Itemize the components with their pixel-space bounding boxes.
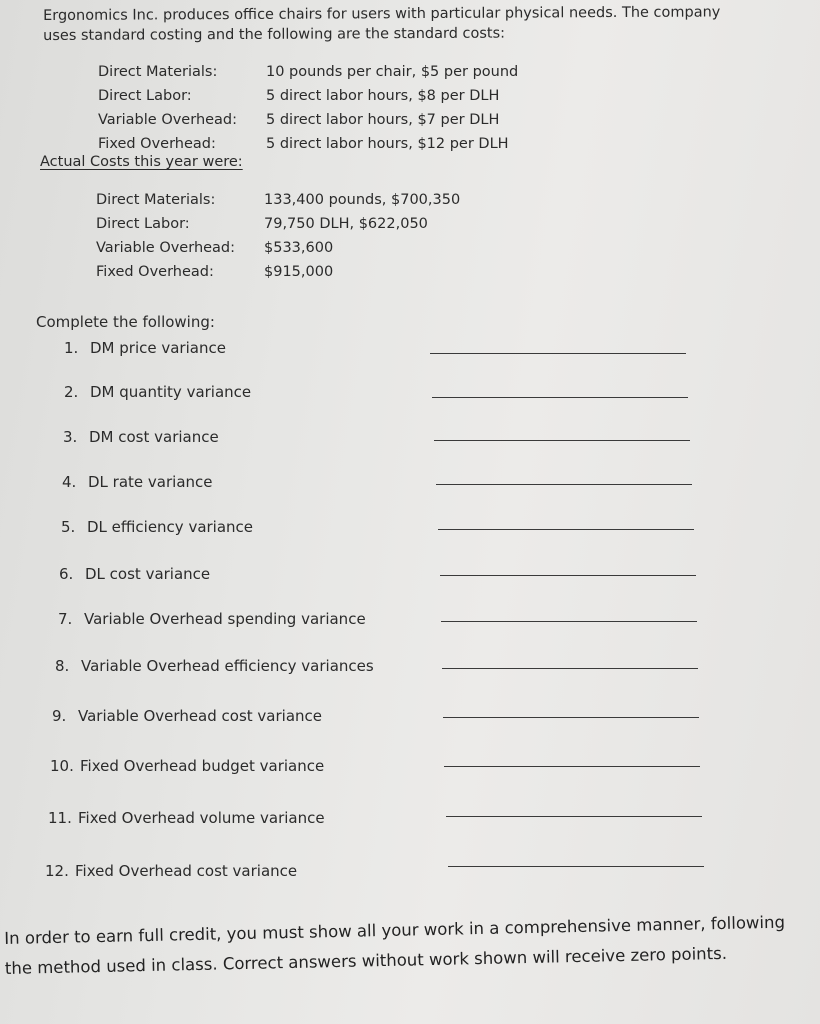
answer-blank-line[interactable] [436,484,692,485]
question-text: DM quantity variance [90,383,252,401]
actual-cost-value: $915,000 [264,264,334,280]
question-text: Fixed Overhead budget variance [80,757,325,775]
question-text: DL rate variance [88,473,213,491]
question-item [63,428,219,446]
question-item [52,707,322,725]
answer-blank-line[interactable] [443,717,699,718]
answer-blank-line[interactable] [434,440,690,441]
intro-line-2: uses standard costing and the following are the standard costs: [43,25,506,44]
actual-cost-row [96,260,334,284]
question-number: 8. [55,657,70,675]
actual-costs-heading: Actual Costs this year were: [40,154,243,170]
actual-cost-value: $533,600 [264,240,334,256]
intro-paragraph [43,2,743,46]
question-text: DM cost variance [89,428,219,446]
question-item [62,473,213,491]
standard-cost-label: Direct Labor: [98,88,192,104]
question-number: 9. [52,707,67,725]
standard-cost-row [98,132,509,156]
question-text: Fixed Overhead cost variance [75,862,298,880]
question-item [58,610,366,628]
question-number: 3. [63,428,78,446]
footer-line-1: In order to earn full credit, you must show all your work in a comprehensive manner, following [4,912,786,948]
question-item [61,518,253,536]
answer-blank-line[interactable] [441,621,697,622]
actual-cost-label: Direct Labor: [96,216,190,232]
standard-cost-value: 5 direct labor hours, $8 per DLH [266,88,500,104]
standard-costs-list [98,60,519,156]
actual-cost-value: 133,400 pounds, $700,350 [264,192,461,208]
question-item [59,565,210,583]
question-number: 10. [50,757,74,775]
intro-line-1: Ergonomics Inc. produces office chairs for users with particular physical needs. The company [43,4,721,24]
standard-cost-label: Direct Materials: [98,64,218,80]
standard-cost-label: Variable Overhead: [98,112,238,128]
actual-cost-value: 79,750 DLH, $622,050 [264,216,428,232]
question-item [48,809,325,827]
standard-cost-row [98,84,500,108]
question-number: 2. [64,383,79,401]
standard-cost-row [98,60,519,84]
question-item [64,383,251,401]
question-text: Variable Overhead spending variance [84,610,366,628]
answer-blank-line[interactable] [430,353,686,354]
answer-blank-line[interactable] [432,397,688,398]
question-number: 1. [64,339,79,357]
question-number: 5. [61,518,76,536]
question-number: 6. [59,565,74,583]
answer-blank-line[interactable] [440,575,696,576]
question-item [45,862,297,880]
question-text: Fixed Overhead volume variance [78,809,325,827]
actual-cost-row [96,188,461,212]
standard-cost-value: 10 pounds per chair, $5 per pound [266,64,519,80]
answer-blank-line[interactable] [448,866,704,867]
question-number: 11. [48,809,72,827]
answer-blank-line[interactable] [438,529,694,530]
question-item [50,757,324,775]
question-number: 12. [45,862,69,880]
answer-blank-line[interactable] [446,816,702,817]
question-text: Variable Overhead efficiency variances [81,657,374,675]
actual-cost-row [96,212,428,236]
actual-cost-label: Variable Overhead: [96,240,236,256]
answer-blank-line[interactable] [442,668,698,669]
standard-cost-row [98,108,500,132]
question-text: DM price variance [90,339,226,357]
footer-line-2: the method used in class. Correct answers without work shown will receive zero points. [4,943,728,978]
complete-heading: Complete the following: [36,313,215,331]
standard-cost-label: Fixed Overhead: [98,136,216,152]
question-text: DL cost variance [85,565,211,583]
standard-cost-value: 5 direct labor hours, $7 per DLH [266,112,500,128]
question-item [55,657,374,675]
actual-cost-row [96,236,334,260]
actual-cost-label: Fixed Overhead: [96,264,214,280]
question-number: 7. [58,610,73,628]
instructions-footer [4,907,817,984]
standard-cost-value: 5 direct labor hours, $12 per DLH [266,136,509,152]
question-text: DL efficiency variance [87,518,254,536]
answer-blank-line[interactable] [444,766,700,767]
question-text: Variable Overhead cost variance [78,707,322,725]
actual-cost-label: Direct Materials: [96,192,216,208]
question-item [64,339,226,357]
question-number: 4. [62,473,77,491]
actual-costs-list [96,188,461,284]
